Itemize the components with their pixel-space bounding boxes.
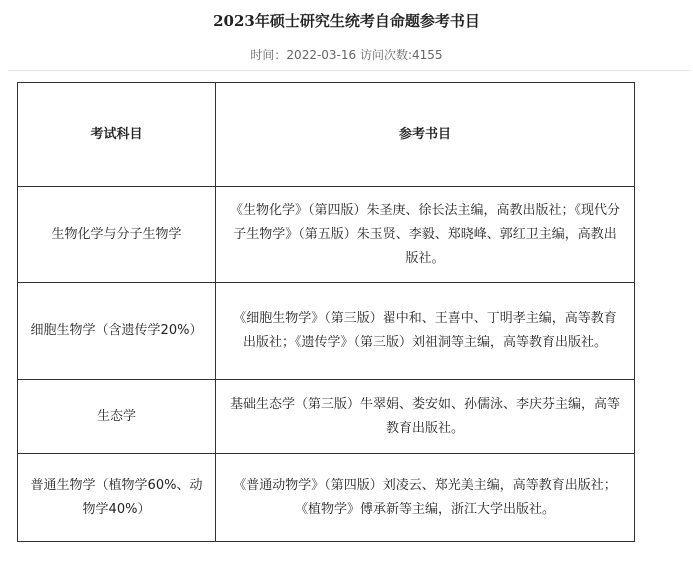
books-cell: 基础生态学（第三版）牛翠娟、娄安如、孙儒泳、李庆芬主编，高等教育出版社。 bbox=[216, 380, 635, 454]
table-header-row bbox=[18, 83, 635, 187]
table-row bbox=[18, 187, 635, 283]
subject-cell: 细胞生物学（含遗传学20%） bbox=[18, 283, 216, 380]
books-cell: 《普通动物学》（第四版）刘凌云、郑光美主编，高等教育出版社；《植物学》傅承新等主编，浙江大学出版社。 bbox=[216, 454, 635, 542]
table-row bbox=[18, 283, 635, 380]
subject-cell: 生物化学与分子生物学 bbox=[18, 187, 216, 283]
divider bbox=[8, 70, 690, 71]
reference-books-table bbox=[17, 82, 635, 542]
table-row bbox=[18, 454, 635, 542]
page-title: 2023年硕士研究生统考自命题参考书目 bbox=[213, 12, 480, 30]
subject-cell: 普通生物学（植物学60%、动物学40%） bbox=[18, 454, 216, 542]
header-books: 参考书目 bbox=[216, 83, 635, 187]
header-subject: 考试科目 bbox=[18, 83, 216, 187]
subject-cell: 生态学 bbox=[18, 380, 216, 454]
article-meta: 时间：2022-03-16 访问次数:4155 bbox=[250, 48, 443, 62]
books-cell: 《细胞生物学》（第三版）翟中和、王喜中、丁明孝主编，高等教育出版社；《遗传学》（第三版）刘祖洞等主编，高等教育出版社。 bbox=[216, 283, 635, 380]
books-cell: 《生物化学》（第四版）朱圣庚、徐长法主编，高教出版社；《现代分子生物学》（第五版）朱玉贤、李毅、郑晓峰、郭红卫主编，高教出版社。 bbox=[216, 187, 635, 283]
table-row bbox=[18, 380, 635, 454]
